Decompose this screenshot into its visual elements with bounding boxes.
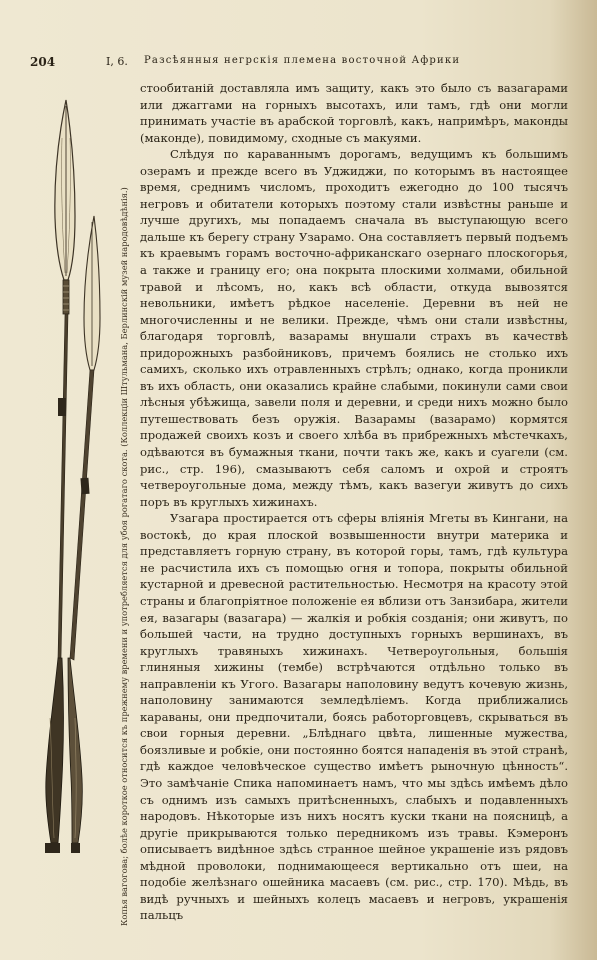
page-header: [26, 55, 546, 71]
paragraph: Узагара простирается отъ сферы вліянія Мгеты въ Кингани, на востокѣ, до края плоской возвышенности внутри материка и представляетъ горную страну, въ которой горы, тамъ, гдѣ культура не расчистила ихъ съ помощью огня и топора, покрыты обильной кустарной и древесной растительностью. Несмотря на красоту этой страны и благопріятное положеніе ея вблизи отъ Занзибара, жители ея, вазагары (вазагара) — жалкія и робкія созданія; они живутъ, по большей части, на трудно доступныхъ горныхъ вершинахъ, въ круглыхъ травяныхъ хижинахъ. Четвероугольныя, большія глиняныя хижины (тембе) встрѣчаются отдѣльно только въ направленіи къ Угого. Вазагары наполовину ведутъ кочевую жизнь, наполовину занимаются земледѣліемъ. Когда приближались караваны, они предпочитали, боясь работорговцевъ, скрываться въ свои горныя деревни. „Блѣднаго цвѣта, лишенные мужества, боязливые и робкіе, они постоянно боятся нападенія въ этой странѣ, гдѣ каждое человѣческое существо имѣетъ рыночную цѣнность“. Это замѣчаніе Спика напоминаетъ намъ, что мы здѣсь имѣемъ дѣло съ однимъ изъ самыхъ притѣсненныхъ, слабыхъ и подавленныхъ народовъ. Нѣкоторые изъ нихъ носятъ куски ткани на поясницѣ, а другіе прикрываются только передникомъ изъ травы. Кэмеронъ описываетъ видѣнное здѣсь странное шейное украшеніе изъ рядовъ мѣдной проволоки, поднимающееся вертикально отъ шеи, на подобіе желѣзнаго ошейника масаевъ (см. рис., стр. 170). Мѣдь, въ видѣ ручныхъ и шейныхъ колецъ масаевъ и негровъ, украшенія пальцъ: [140, 511, 568, 923]
page-number: 204: [30, 55, 56, 69]
running-title: Разсѣянныя негрскія племена восточной Африки: [144, 55, 461, 66]
figure-caption-text: Копья вагогова; болѣе короткое относится къ прежнему времени и употребляется для убоя рогатаго скота. (Коллекціи Штульмана, Берлинскій музей народовѣдѣнія.): [119, 187, 129, 926]
paragraph: стообитаній доставляла имъ защиту, какъ это было съ вазагарами или джаггами на горныхъ высотахъ, или тамъ, гдѣ они могли принимать участіе въ арабской торговлѣ, какъ, напримѣръ, маконды (маконде), повидимому, сходные съ макуями.: [140, 81, 568, 145]
figure-caption: [118, 96, 130, 926]
spears-drawing: [18, 98, 118, 858]
spears-illustration: [18, 98, 118, 858]
section-number: I, 6.: [106, 55, 128, 68]
paragraph: Слѣдуя по караваннымъ дорогамъ, ведущимъ къ большимъ озерамъ и прежде всего въ Уджиджи, по которымъ въ настоящее время, среднимъ числомъ, проходитъ ежегодно до 100 тысячъ негровъ и обитатели которыхъ поэтому стали извѣстны раньше и лучше другихъ, мы попадаемъ сначала въ выступающую всего дальше къ берегу страну Узарамо. Она составляетъ первый подъемъ къ краевымъ горамъ восточно-африканскаго озернаго плоскогорья, а также и границу его; она покрыта плоскими холмами, обильной травой и лѣсомъ, но, какъ всѣ области, откуда вывозятся невольники, имѣетъ рѣдкое населеніе. Деревни въ ней не многочисленны и не велики. Прежде, чѣмъ они стали извѣстны, благодаря торговлѣ, вазарамы внушали страхъ въ качествѣ придорожныхъ разбойниковъ, причемъ боялись не столько ихъ самихъ, сколько ихъ отравленныхъ стрѣлъ; однако, когда проникли въ ихъ область, они оказались крайне слабыми, покинули сами свои лѣсныя убѣжища, завели поля и деревни, и среди нихъ можно было путешествовать безъ оружія. Вазарамы (вазарамо) кормятся продажей своихъ козъ и своего хлѣба въ прибрежныхъ мѣстечкахъ, одѣваются въ бумажныя ткани, почти такъ же, какъ и суагели (см. рис., стр. 196), смазываютъ себя саломъ и охрой и строятъ четвероугольные дома, между тѣмъ, какъ вазегуи живутъ до сихъ поръ въ круглыхъ хижинахъ.: [140, 147, 568, 509]
body-text: [140, 80, 568, 924]
